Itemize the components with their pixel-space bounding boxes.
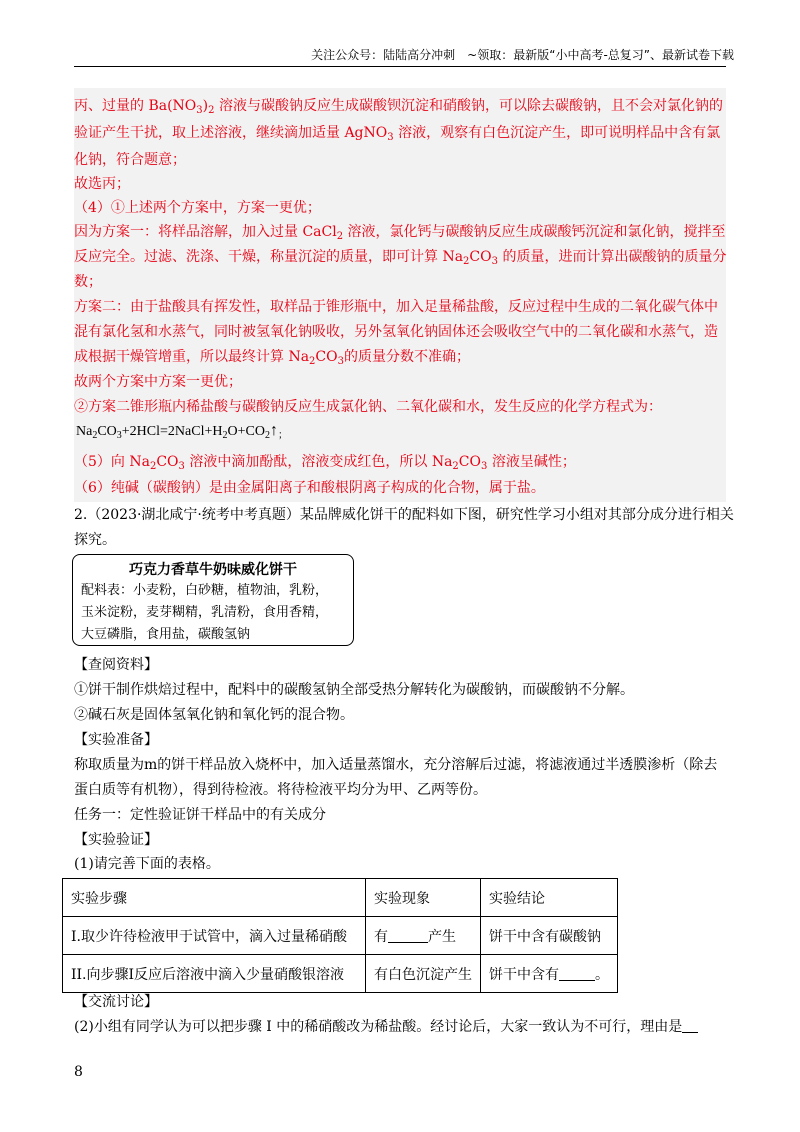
table-header-steps: 实验步骤 bbox=[63, 879, 366, 917]
solution-line-15: （6）纯碱（碳酸钠）是由金属阳离子和酸根阴离子构成的化合物，属于盐。 bbox=[74, 480, 545, 496]
preparation-2: 蛋白质等有机物），得到待检液。将待检液平均分为甲、乙两等份。 bbox=[74, 782, 487, 798]
solution-line-10: 混有氯化氢和水蒸气，同时被氢氧化钠吸收，另外氢氧化钠固体还会吸收空气中的二氧化碳和水蒸气，造 bbox=[74, 324, 718, 340]
reference-2: ②碱石灰是固体氢氧化钠和氧化钙的混合物。 bbox=[74, 707, 354, 723]
solution-line-8: 数； bbox=[74, 274, 102, 290]
solution-line-9: 方案二：由于盐酸具有挥发性，取样品于锥形瓶中，加入足量稀盐酸，反应过程中生成的二氧化碳气体中 bbox=[74, 299, 718, 315]
solution-line-14: （5）向 $Na_2CO_3$ 溶液中滴加酚酞，溶液变成红色，所以 $Na_2CO_3$ 溶液呈碱性； bbox=[74, 454, 576, 472]
table-cell: 有 产生 bbox=[366, 917, 481, 955]
preparation-1: 称取质量为m的饼干样品放入烧杯中，加入适量蒸馏水，充分溶解后过滤，将滤液通过半透膜渗析（除去 bbox=[74, 757, 718, 773]
ingredient-line-3: 大豆磷脂，食用盐，碳酸氢钠 bbox=[81, 627, 251, 642]
solution-line-6: 因为方案一：将样品溶解，加入过量 CaCl$_2$ 溶液，氯化钙与碳酸钠反应生成碳酸钙沉淀和氯化钠，搅拌至 bbox=[74, 224, 726, 242]
solution-line-2: 验证产生干扰，取上述溶液，继续滴加适量 AgNO$_3$ 溶液，观察有白色沉淀产生，即可说明样品中含有氯 bbox=[74, 125, 721, 143]
table-cell: I.取少许待检液甲于试管中，滴入过量稀硝酸 bbox=[63, 917, 366, 955]
solution-line-5: （4）①上述两个方案中，方案一更优； bbox=[74, 200, 321, 216]
up-arrow-icon: ↑ bbox=[269, 422, 278, 439]
question-line-1: 2.（2023·湖北咸宁·统考中考真题）某品牌威化饼干的配料如下图，研究性学习小组对其部分成分进行相关 bbox=[74, 507, 734, 523]
solution-line-3: 化钠，符合题意； bbox=[74, 152, 186, 168]
page-number: 8 bbox=[74, 1064, 83, 1080]
experiment-table bbox=[62, 878, 618, 993]
ingredient-line-1: 配料表：小麦粉，白砂糖，植物油，乳粉， bbox=[81, 583, 329, 598]
table-header-phenomenon: 实验现象 bbox=[366, 879, 481, 917]
ingredient-box-title: 巧克力香草牛奶味威化饼干 bbox=[129, 562, 297, 578]
table-cell: 饼干中含有碳酸钠 bbox=[481, 917, 618, 955]
solution-line-11: 成根据干燥管增重，所以最终计算 $Na_2CO_3$的质量分数不准确； bbox=[74, 349, 470, 367]
verification-1: (1)请完善下面的表格。 bbox=[74, 856, 220, 872]
section-reference: 【查阅资料】 bbox=[74, 657, 158, 673]
solution-line-12: 故两个方案中方案一更优； bbox=[74, 374, 242, 390]
table-cell: II.向步骤I反应后溶液中滴入少量硝酸银溶液 bbox=[63, 955, 366, 993]
ingredient-line-2: 玉米淀粉，麦芽糊精，乳清粉，食用香精， bbox=[81, 605, 329, 620]
solution-line-4: 故选丙； bbox=[74, 176, 130, 192]
question-line-2: 探究。 bbox=[74, 532, 116, 548]
header-rule bbox=[74, 66, 726, 67]
table-header-conclusion: 实验结论 bbox=[481, 879, 618, 917]
table-cell: 有白色沉淀产生 bbox=[366, 955, 481, 993]
answer-blank[interactable] bbox=[388, 928, 428, 943]
answer-blank[interactable] bbox=[559, 966, 595, 981]
reference-1: ①饼干制作烘焙过程中，配料中的碳酸氢钠全部受热分解转化为碳酸钠，而碳酸钠不分解。 bbox=[74, 682, 634, 698]
table-cell: 饼干中含有 。 bbox=[481, 955, 618, 993]
task-one: 任务一：定性验证饼干样品中的有关成分 bbox=[74, 807, 326, 823]
table-row bbox=[63, 955, 618, 993]
table-row bbox=[63, 879, 618, 917]
section-discussion: 【交流讨论】 bbox=[74, 994, 158, 1010]
section-verification: 【实验验证】 bbox=[74, 832, 158, 848]
page-header: 关注公众号：陆陆高分冲刺 ~领取：最新版“小中高考-总复习”、最新试卷下载 bbox=[311, 48, 734, 62]
discussion-1: (2)小组有同学认为可以把步骤 I 中的稀硝酸改为稀盐酸。经讨论后，大家一致认为不可行，理由是 bbox=[74, 1018, 698, 1036]
chemical-equation: $Na_2CO_3+2HCl=2NaCl+H_2O+CO_2↑_;$ bbox=[76, 422, 288, 441]
table-row bbox=[63, 917, 618, 955]
solution-line-7: 反应完全。过滤、洗涤、干燥，称量沉淀的质量，即可计算 $Na_2CO_3$ 的质量，进而计算出碳酸钠的质量分 bbox=[74, 249, 727, 267]
solution-line-13: ②方案二锥形瓶内稀盐酸与碳酸钠反应生成氯化钠、二氧化碳和水，发生反应的化学方程式为： bbox=[74, 399, 662, 415]
solution-line-1: 丙、过量的 $Ba(NO_3)_2$ 溶液与碳酸钠反应生成碳酸钡沉淀和硝酸钠，可以除去碳酸钠，且不会对氯化钠的 bbox=[74, 98, 723, 116]
section-preparation: 【实验准备】 bbox=[74, 732, 158, 748]
ingredient-box bbox=[72, 554, 354, 646]
answer-blank[interactable] bbox=[682, 1018, 698, 1033]
